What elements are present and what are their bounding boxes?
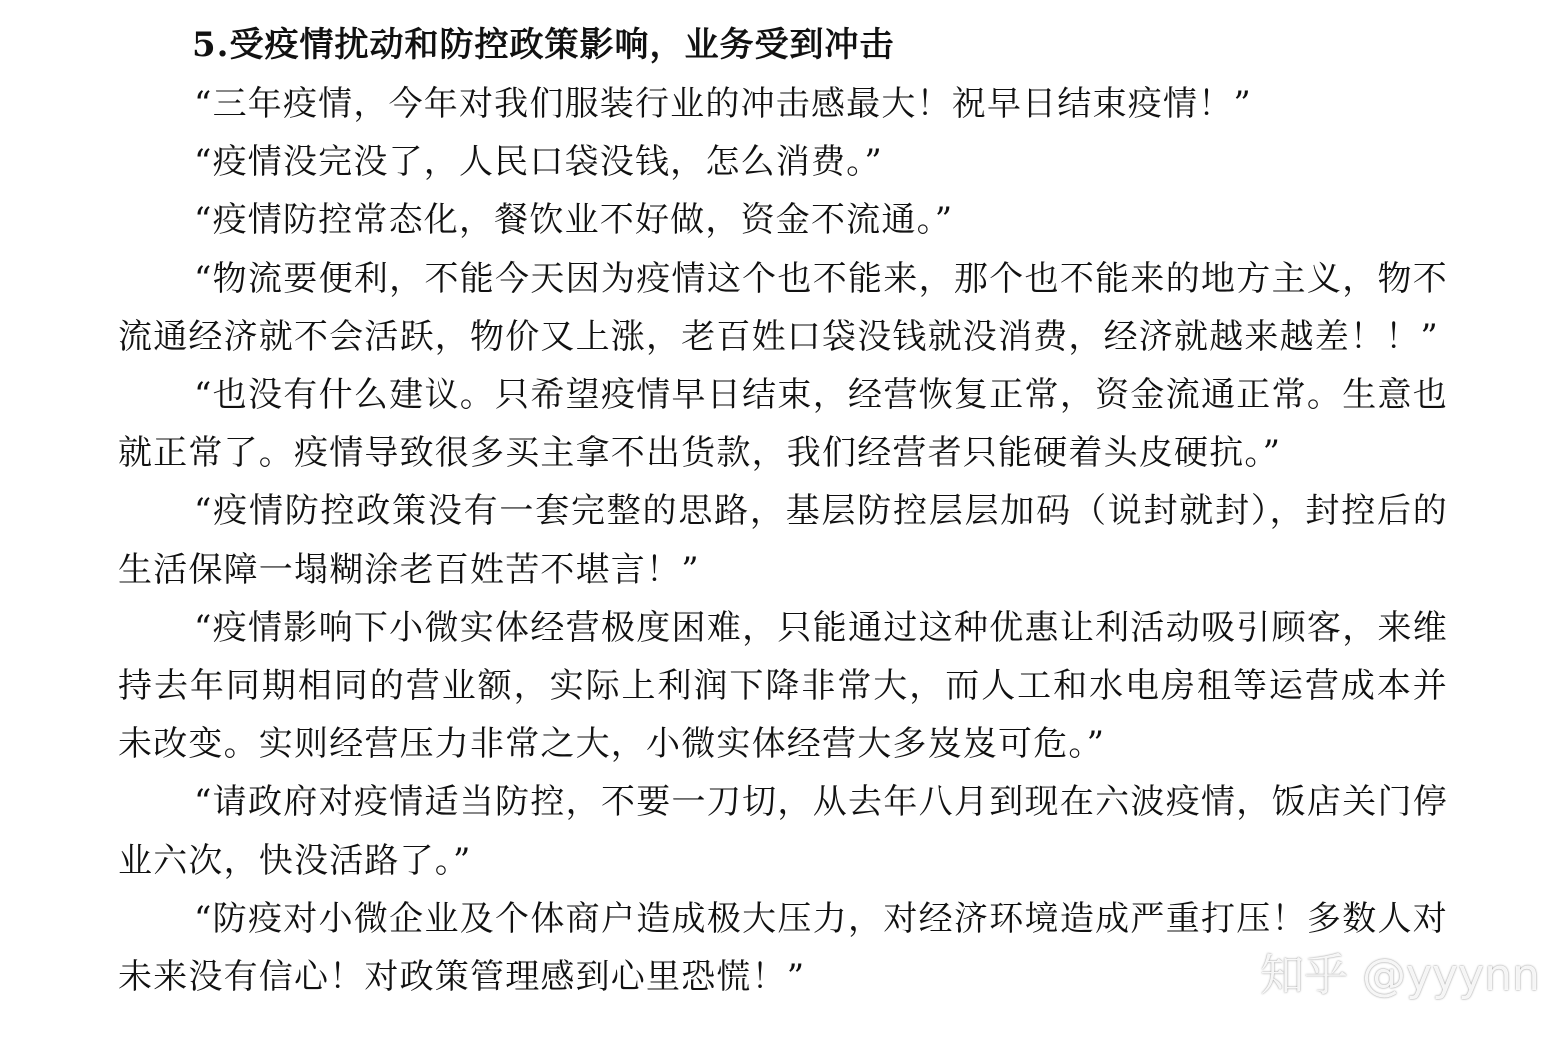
- quote-paragraph: “疫情没完没了，人民口袋没钱，怎么消费。”: [194, 142, 883, 183]
- quote-paragraph: “物流要便利，不能今天因为疫情这个也不能来，那个也不能来的地方主义，物不流通经济就不会活跃，物价又上涨，老百姓口袋没钱就没消费，经济就越来越差！！”: [118, 258, 1448, 357]
- quote-paragraph: “也没有什么建议。只希望疫情早日结束，经营恢复正常，资金流通正常。生意也就正常了。疫情导致很多买主拿不出货款，我们经营者只能硬着头皮硬抗。”: [118, 375, 1448, 474]
- quote-paragraph: “防疫对小微企业及个体商户造成极大压力，对经济环境造成严重打压！多数人对未来没有信心！对政策管理感到心里恐慌！”: [118, 898, 1448, 998]
- section-heading: 5.受疫情扰动和防控政策影响，业务受到冲击: [192, 25, 895, 65]
- quote-paragraph: “请政府对疫情适当防控，不要一刀切，从去年八月到现在六波疫情，饭店关门停业六次，快没活路了。”: [118, 782, 1448, 881]
- quote-paragraph: “疫情防控政策没有一套完整的思路，基层防控层层加码（说封就封），封控后的生活保障一塌糊涂老百姓苦不堪言！”: [118, 491, 1448, 590]
- quote-paragraph: “疫情影响下小微实体经营极度困难，只能通过这种优惠让利活动吸引顾客，来维持去年同期相同的营业额，实际上利润下降非常大，而人工和水电房租等运营成本并未改变。实则经营压力非常之大，小微实体经营大多岌岌可危。”: [118, 607, 1448, 765]
- zhihu-watermark: 知乎 @yyynn: [1260, 950, 1540, 1001]
- quote-list: [118, 75, 1448, 1006]
- quote-paragraph: “疫情防控常态化，餐饮业不好做，资金不流通。”: [194, 200, 954, 241]
- quote-paragraph: “三年疫情，今年对我们服装行业的冲击感最大！祝早日结束疫情！”: [194, 84, 1252, 124]
